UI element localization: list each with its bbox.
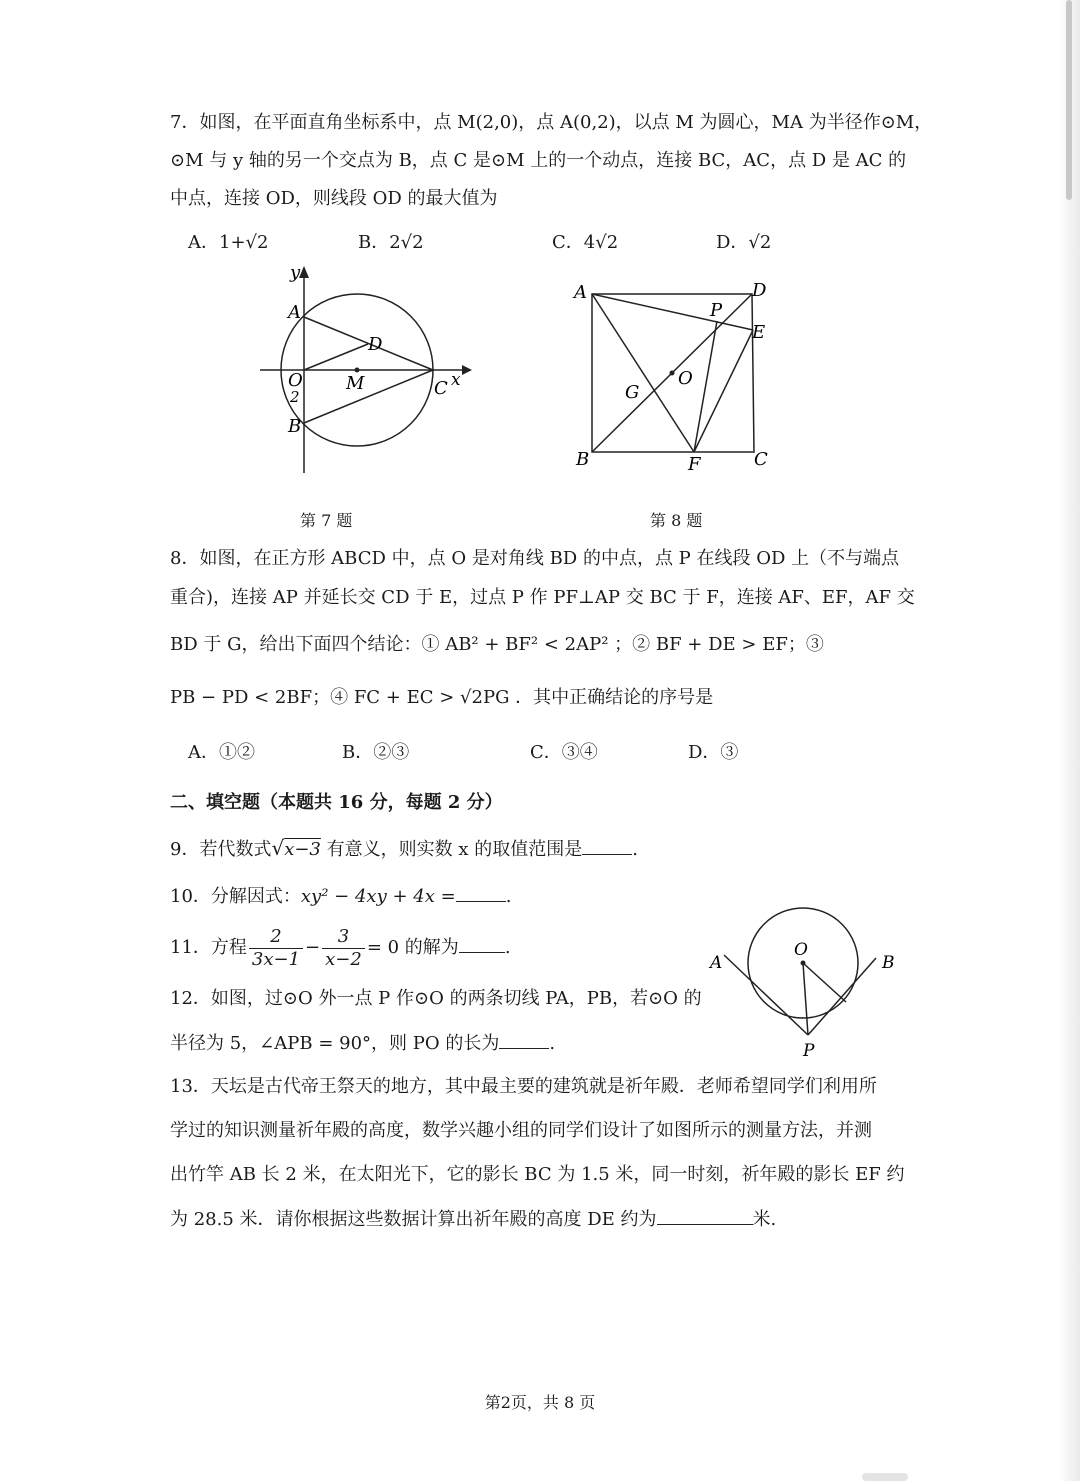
q12-answer-blank[interactable] bbox=[499, 1030, 549, 1049]
label-o: O bbox=[288, 370, 303, 391]
q8-option-d: D．③ bbox=[688, 742, 739, 763]
fig12-label-a: A bbox=[710, 953, 723, 973]
q9-line bbox=[170, 835, 638, 863]
q8-option-c: C．③④ bbox=[530, 742, 598, 763]
q13-answer-blank[interactable] bbox=[657, 1206, 753, 1225]
q9-suffix: 有意义，则实数 x 的取值范围是 bbox=[326, 839, 583, 860]
q9-prefix: 9．若代数式 bbox=[170, 839, 272, 860]
q7-option-a: A．1+√2 bbox=[188, 232, 269, 253]
q7-line-3: 中点，连接 OD，则线段 OD 的最大值为 bbox=[170, 188, 498, 209]
fig8-label-b: B bbox=[576, 449, 590, 470]
q10-line bbox=[170, 883, 511, 910]
segment-od bbox=[304, 344, 368, 370]
fig12-label-o: O bbox=[794, 940, 808, 960]
q11-minus: − bbox=[305, 937, 321, 958]
label-a: A bbox=[288, 302, 301, 323]
q13-line-4-text: 为 28.5 米．请你根据这些数据计算出祈年殿的高度 DE 约为 bbox=[170, 1209, 657, 1230]
q13-line-4 bbox=[170, 1206, 776, 1233]
label-c: C bbox=[434, 378, 448, 399]
q11-f2-numerator: 3 bbox=[322, 926, 365, 949]
figure-7 bbox=[250, 258, 480, 478]
segment-po bbox=[803, 963, 808, 1035]
fig8-label-f: F bbox=[688, 454, 701, 475]
q7-option-c: C．4√2 bbox=[552, 232, 619, 253]
point-m bbox=[355, 368, 360, 373]
q11-answer-blank[interactable] bbox=[459, 934, 505, 953]
fig8-label-c: C bbox=[754, 449, 768, 470]
scrollbar-thumb[interactable] bbox=[1066, 0, 1072, 200]
q7-line-1: 7．如图，在平面直角坐标系中，点 M(2,0)，点 A(0,2)，以点 M 为圆心，MA 为半径作⊙M， bbox=[170, 112, 933, 133]
q11-f1-denominator: 3x−1 bbox=[251, 948, 301, 970]
segment-bc bbox=[304, 370, 433, 423]
segment-ae bbox=[592, 294, 753, 330]
label-b: B bbox=[288, 416, 302, 437]
q11-f2-denominator: x−2 bbox=[325, 948, 362, 970]
q7-line-2: ⊙M 与 y 轴的另一个交点为 B，点 C 是⊙M 上的一个动点，连接 BC，AC，点 D 是 AC 的 bbox=[170, 150, 907, 171]
q11-prefix: 11．方程 bbox=[170, 937, 247, 958]
home-indicator[interactable] bbox=[862, 1473, 908, 1481]
fig8-label-p: P bbox=[710, 300, 723, 321]
point-o bbox=[670, 371, 675, 376]
label-d: D bbox=[368, 334, 383, 355]
tangent-pa bbox=[724, 955, 808, 1035]
q13-end: 米. bbox=[752, 1209, 777, 1230]
q9-radicand: x−3 bbox=[284, 839, 321, 860]
q13-line-1: 13．天坛是古代帝王祭天的地方，其中最主要的建筑就是祈年殿．老师希望同学们利用所 bbox=[170, 1076, 877, 1097]
fig8-label-o: O bbox=[678, 368, 693, 389]
q12-end: . bbox=[549, 1033, 556, 1054]
radius-ob bbox=[803, 963, 846, 1002]
figure-7-caption: 第 7 题 bbox=[300, 511, 353, 530]
y-axis-arrow bbox=[299, 266, 309, 278]
q8-option-a: A．①② bbox=[188, 742, 255, 763]
label-m: M bbox=[346, 373, 365, 394]
q7-option-d: D．√2 bbox=[716, 232, 772, 253]
fig8-label-d: D bbox=[752, 280, 767, 301]
fig8-label-a: A bbox=[574, 282, 587, 303]
q8-line-3: BD 于 G，给出下面四个结论：① AB² + BF² < 2AP² ；② BF + DE > EF；③ bbox=[170, 634, 824, 655]
q11-fraction-2 bbox=[322, 926, 365, 971]
figure-8 bbox=[568, 272, 778, 482]
fig12-label-p: P bbox=[803, 1041, 815, 1061]
page-footer: 第2页，共 8 页 bbox=[484, 1393, 596, 1412]
q11-end: . bbox=[504, 937, 511, 958]
q8-line-4: PB − PD < 2BF；④ FC + EC > √2PG ．其中正确结论的序号是 bbox=[170, 687, 714, 708]
q13-line-3: 出竹竿 AB 长 2 米，在太阳光下，它的影长 BC 为 1.5 米，同一时刻，祈年殿的影长 EF 约 bbox=[170, 1164, 905, 1185]
section-2-title: 二、填空题（本题共 16 分，每题 2 分） bbox=[170, 792, 503, 813]
center-o bbox=[801, 961, 806, 966]
label-x: x bbox=[451, 370, 461, 390]
label-annotation-2: 2 bbox=[290, 388, 300, 406]
fig8-label-e: E bbox=[752, 322, 766, 343]
q11-f1-numerator: 2 bbox=[249, 926, 303, 949]
q12-line-2-text: 半径为 5，∠APB = 90°，则 PO 的长为 bbox=[170, 1033, 500, 1054]
q12-line-1: 12．如图，过⊙O 外一点 P 作⊙O 的两条切线 PA，PB，若⊙O 的 bbox=[170, 988, 702, 1009]
x-axis-arrow bbox=[462, 365, 472, 375]
q11-line bbox=[170, 924, 511, 972]
q11-fraction-1 bbox=[249, 926, 303, 971]
tangent-pb bbox=[808, 958, 876, 1035]
q8-option-b: B．②③ bbox=[342, 742, 410, 763]
figure-12 bbox=[704, 900, 904, 1065]
q9-end: . bbox=[632, 839, 638, 860]
q10-end: . bbox=[505, 886, 512, 907]
q12-line-2 bbox=[170, 1030, 555, 1057]
q8-line-2: 重合)，连接 AP 并延长交 CD 于 E，过点 P 作 PF⊥AP 交 BC 于 F，连接 AF、EF，AF 交 bbox=[170, 587, 915, 608]
fig12-label-b: B bbox=[882, 953, 895, 973]
q10-answer-blank[interactable] bbox=[456, 883, 506, 902]
q9-answer-blank[interactable] bbox=[582, 836, 632, 855]
q8-line-1: 8．如图，在正方形 ABCD 中，点 O 是对角线 BD 的中点，点 P 在线段 OD 上（不与端点 bbox=[170, 548, 900, 569]
page-edge-shadow bbox=[1058, 0, 1080, 1481]
fig8-label-g: G bbox=[625, 382, 640, 403]
radical-sign: √ bbox=[271, 836, 285, 860]
q13-line-2: 学过的知识测量祈年殿的高度，数学兴趣小组的同学们设计了如图所示的测量方法，并测 bbox=[170, 1120, 872, 1141]
q11-equation-tail: = 0 的解为 bbox=[366, 937, 459, 958]
label-y: y bbox=[290, 262, 301, 283]
q10-prefix: 10．分解因式： bbox=[170, 886, 301, 907]
figure-8-caption: 第 8 题 bbox=[650, 511, 703, 530]
segment-ef bbox=[694, 330, 753, 452]
q7-option-b: B．2√2 bbox=[358, 232, 424, 253]
q10-expression: xy² − 4xy + 4x = bbox=[300, 886, 456, 907]
